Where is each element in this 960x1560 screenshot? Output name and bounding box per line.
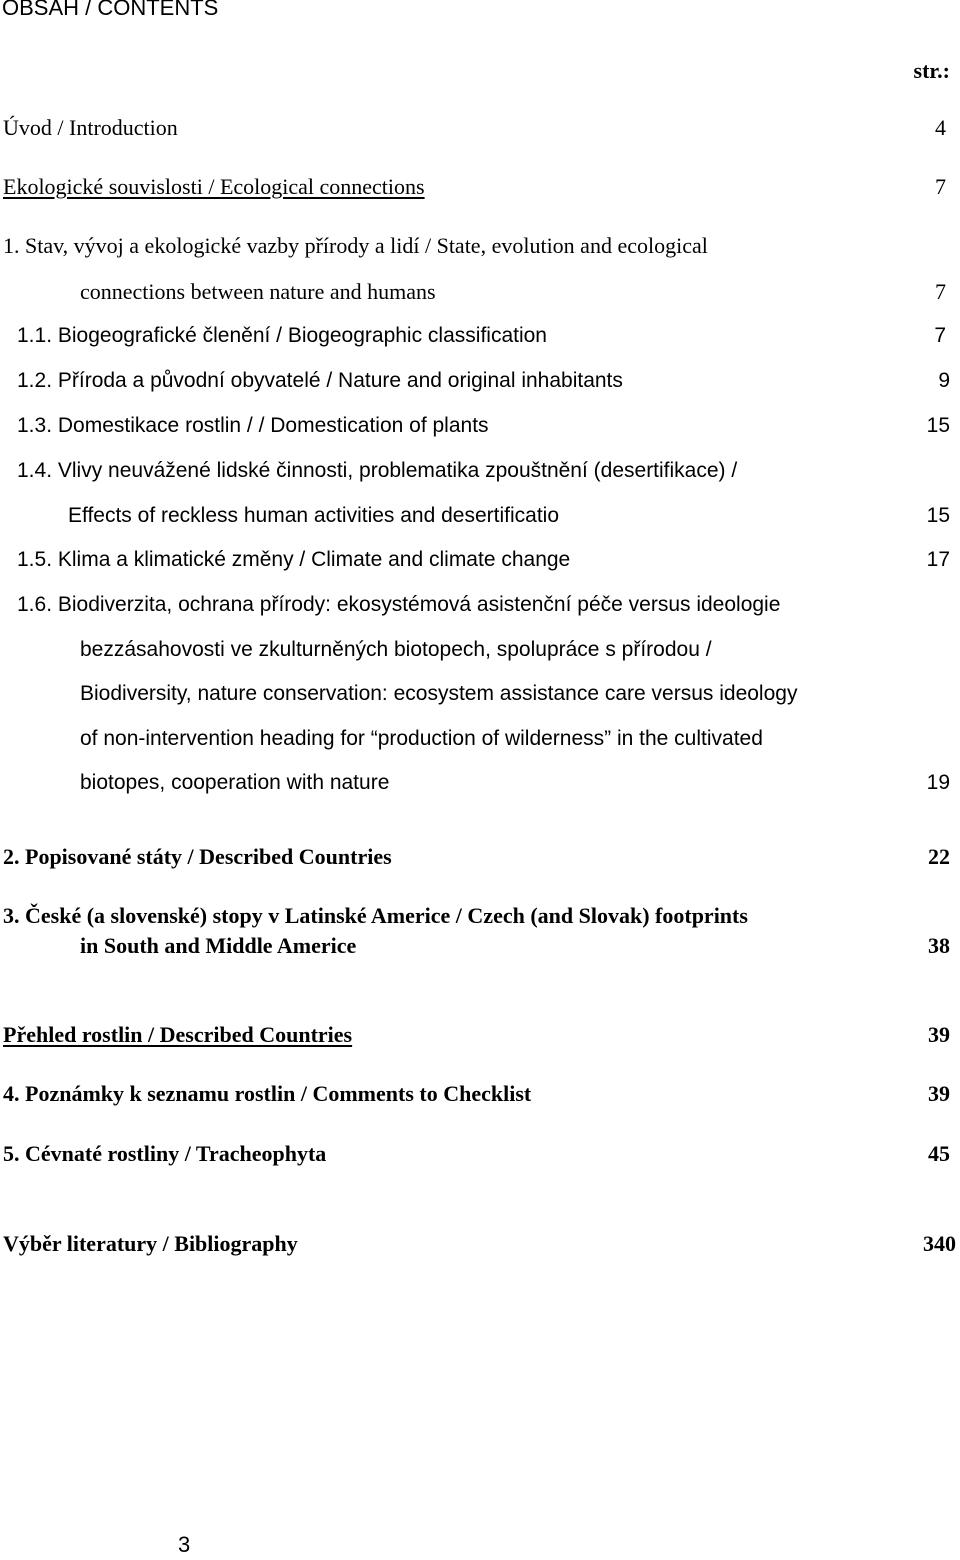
toc-entry[interactable]	[0, 841, 960, 873]
toc-entry[interactable]	[0, 230, 960, 262]
toc-entry-page: 7	[935, 174, 946, 199]
toc-entry-title: of non-intervention heading for “production of wilderness” in the cultivated	[80, 727, 763, 750]
toc-entry[interactable]	[0, 767, 960, 799]
toc-entry[interactable]	[0, 112, 960, 144]
toc-entry-page: 7	[935, 279, 946, 304]
toc-entry-title: 2. Popisované státy / Described Countries	[3, 844, 392, 869]
toc-entry-page: 15	[926, 414, 950, 437]
toc-entry-page: 39	[928, 1081, 950, 1106]
toc-entry[interactable]	[0, 634, 960, 666]
toc-entry-page: 22	[928, 844, 950, 869]
toc-entry-title: Effects of reckless human activities and desertificatio	[68, 504, 560, 527]
toc-entry-title: in South and Middle Americe	[80, 933, 357, 958]
toc-entry[interactable]	[0, 678, 960, 710]
toc-entry-title: 1.1. Biogeografické členění / Biogeographic classification	[17, 324, 547, 347]
toc-entry[interactable]	[0, 544, 960, 576]
contents-heading: OBSAH / CONTENTS	[2, 0, 219, 20]
toc-entry[interactable]	[0, 365, 960, 397]
toc-entry-title: 1.6. Biodiverzita, ochrana přírody: ekosystémová asistenční péče versus ideologie	[17, 593, 781, 616]
toc-entry-page: 7	[934, 324, 946, 347]
toc-entry[interactable]	[0, 1078, 960, 1110]
toc-entry-title: 1.3. Domestikace rostlin / / Domestication of plants	[17, 414, 489, 437]
toc-entry[interactable]	[0, 410, 960, 442]
toc-entry[interactable]	[0, 500, 960, 532]
toc-entry-title: Úvod / Introduction	[3, 115, 178, 140]
toc-entry[interactable]	[0, 1019, 960, 1051]
toc-entry[interactable]	[0, 589, 960, 621]
toc-entry[interactable]	[0, 320, 960, 352]
toc-entry-title: Přehled rostlin / Described Countries	[3, 1022, 353, 1047]
toc-entry[interactable]	[0, 455, 960, 487]
toc-entry-title: 1.2. Příroda a původní obyvatelé / Nature and original inhabitants	[17, 369, 623, 392]
toc-entry-page: 4	[935, 115, 946, 140]
toc-entry-title: 1. Stav, vývoj a ekologické vazby přírody a lidí / State, evolution and ecological	[3, 233, 708, 258]
toc-entry-page: 45	[928, 1141, 950, 1166]
toc-entry-page: 19	[926, 771, 950, 794]
toc-entry[interactable]	[0, 171, 960, 203]
toc-entry-title: 1.4. Vlivy neuvážené lidské činnosti, problematika zpouštnění (desertifikace) /	[17, 459, 738, 482]
toc-entry[interactable]	[0, 900, 960, 932]
toc-entry-title: bezzásahovosti ve zkulturněných biotopech, spolupráce s přírodou /	[80, 638, 712, 661]
toc-entry-title: Biodiversity, nature conservation: ecosystem assistance care versus ideology	[80, 682, 798, 705]
toc-entry-title: 4. Poznámky k seznamu rostlin / Comments to Checklist	[3, 1081, 532, 1106]
toc-entry-title: connections between nature and humans	[80, 279, 436, 304]
toc-entry-page: 340	[923, 1231, 956, 1256]
toc-entry-title: biotopes, cooperation with nature	[80, 771, 390, 794]
toc-entry-page: 17	[926, 548, 950, 571]
toc-entry-page: 39	[928, 1022, 950, 1047]
toc-entry-title: Ekologické souvislosti / Ecological connections	[3, 174, 425, 199]
page-column-label: str.:	[913, 58, 950, 83]
toc-entry-title: 3. České (a slovenské) stopy v Latinské Americe / Czech (and Slovak) footprints	[3, 903, 748, 928]
toc-entry-title: 5. Cévnaté rostliny / Tracheophyta	[3, 1141, 327, 1166]
page-number: 3	[178, 1532, 191, 1557]
toc-entry-page: 9	[938, 369, 950, 392]
toc-entry[interactable]	[0, 1138, 960, 1170]
toc-entry-page: 38	[928, 933, 950, 958]
toc-entry-page: 15	[926, 504, 950, 527]
toc-entry[interactable]	[0, 1228, 960, 1260]
toc-entry[interactable]	[0, 723, 960, 755]
toc-entry[interactable]	[0, 930, 960, 962]
toc-entry-title: Výběr literatury / Bibliography	[3, 1231, 298, 1256]
toc-entry-title: 1.5. Klima a klimatické změny / Climate and climate change	[17, 548, 571, 571]
toc-entry[interactable]	[0, 276, 960, 308]
